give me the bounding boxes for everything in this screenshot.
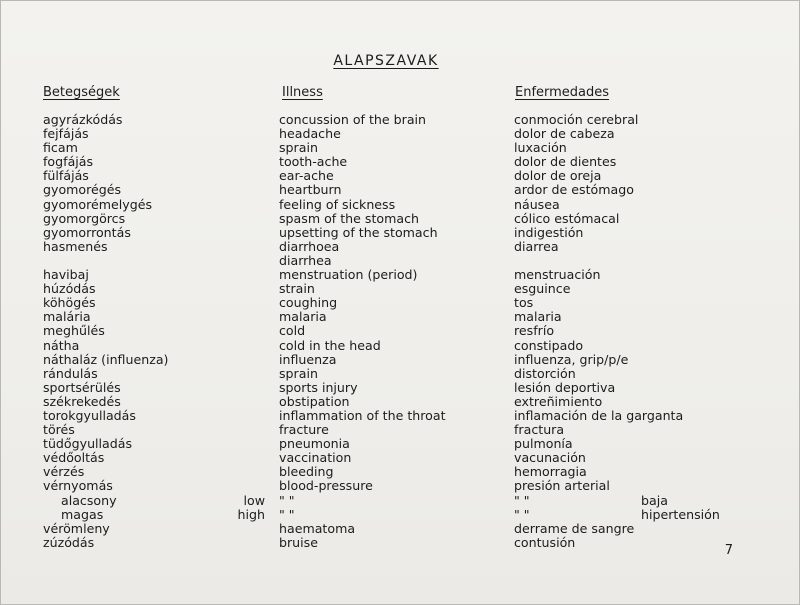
english-term: inflammation of the throat bbox=[279, 407, 446, 423]
column-header-hungarian: Betegségek bbox=[43, 85, 120, 100]
spanish-term: pulmonía bbox=[514, 436, 573, 452]
column-header-spanish: Enfermedades bbox=[515, 85, 610, 100]
vocabulary-list bbox=[1, 113, 800, 550]
hungarian-term: vérzés bbox=[43, 464, 85, 480]
english-term: " " bbox=[279, 506, 295, 522]
vocabulary-row bbox=[1, 226, 800, 240]
hungarian-term: gyomorégés bbox=[43, 182, 122, 198]
hungarian-term: fejfájás bbox=[43, 126, 89, 142]
spanish-term: extreñimiento bbox=[514, 393, 603, 409]
vocabulary-row bbox=[1, 212, 800, 226]
spanish-qualifier: baja bbox=[641, 492, 668, 508]
hungarian-term: vérömleny bbox=[43, 520, 110, 536]
spanish-term: " " bbox=[514, 506, 530, 522]
hungarian-term: sportsérülés bbox=[43, 379, 121, 395]
spanish-term: dolor de dientes bbox=[514, 154, 617, 170]
vocabulary-row bbox=[1, 522, 800, 536]
spanish-term: esguince bbox=[514, 281, 571, 297]
hungarian-term: fogfájás bbox=[43, 154, 94, 170]
hungarian-term: ficam bbox=[43, 140, 78, 156]
spanish-term: inflamación de la garganta bbox=[514, 407, 684, 423]
spanish-term: indigestión bbox=[514, 224, 584, 240]
spanish-term: conmoción cerebral bbox=[514, 112, 639, 127]
english-term: fracture bbox=[279, 422, 329, 438]
english-term: coughing bbox=[279, 295, 338, 311]
vocabulary-row bbox=[1, 339, 800, 353]
hungarian-term: gyomorgörcs bbox=[43, 210, 126, 226]
spanish-term: hemorragia bbox=[514, 464, 587, 480]
vocabulary-row bbox=[1, 465, 800, 479]
english-qualifier: high bbox=[237, 506, 265, 522]
hungarian-term: malária bbox=[43, 309, 91, 325]
vocabulary-row bbox=[1, 155, 800, 169]
english-term: diarrhea bbox=[279, 252, 332, 268]
vocabulary-row bbox=[1, 395, 800, 409]
page-number: 7 bbox=[724, 543, 733, 558]
spanish-term: derrame de sangre bbox=[514, 520, 635, 536]
hungarian-term: zúzódás bbox=[43, 534, 95, 550]
english-term: cold in the head bbox=[279, 337, 381, 353]
english-term: headache bbox=[279, 126, 341, 142]
spanish-term: menstruación bbox=[514, 267, 601, 283]
vocabulary-row bbox=[1, 479, 800, 493]
hungarian-term: magas bbox=[61, 506, 104, 522]
english-term: concussion of the brain bbox=[279, 112, 427, 127]
hungarian-term: nátha bbox=[43, 337, 80, 353]
spanish-term: dolor de cabeza bbox=[514, 126, 615, 142]
english-term: strain bbox=[279, 281, 315, 297]
spanish-term: distorción bbox=[514, 365, 576, 381]
english-term: tooth-ache bbox=[279, 154, 348, 170]
hungarian-term: agyrázkódás bbox=[43, 112, 123, 127]
hungarian-term: gyomorémelygés bbox=[43, 196, 153, 212]
english-term: menstruation (period) bbox=[279, 267, 418, 283]
spanish-term: " " bbox=[514, 492, 530, 508]
vocabulary-row bbox=[1, 367, 800, 381]
english-term: " " bbox=[279, 492, 295, 508]
english-term: sports injury bbox=[279, 379, 358, 395]
hungarian-term: vérnyomás bbox=[43, 478, 113, 494]
spanish-term: presión arterial bbox=[514, 478, 610, 494]
vocabulary-row bbox=[1, 353, 800, 367]
hungarian-term: törés bbox=[43, 422, 75, 438]
spanish-term: náusea bbox=[514, 196, 560, 212]
spanish-term: constipado bbox=[514, 337, 584, 353]
hungarian-term: tüdőgyulladás bbox=[43, 436, 133, 452]
english-term: malaria bbox=[279, 309, 327, 325]
vocabulary-row bbox=[1, 451, 800, 465]
vocabulary-row bbox=[1, 183, 800, 197]
hungarian-term: húzódás bbox=[43, 281, 96, 297]
english-term: obstipation bbox=[279, 393, 350, 409]
english-term: cold bbox=[279, 323, 306, 339]
hungarian-term: rándulás bbox=[43, 365, 98, 381]
english-term: ear-ache bbox=[279, 168, 334, 184]
vocabulary-row bbox=[1, 268, 800, 282]
vocabulary-row bbox=[1, 169, 800, 183]
spanish-term: ardor de estómago bbox=[514, 182, 634, 198]
spanish-term: luxación bbox=[514, 140, 567, 156]
vocabulary-row bbox=[1, 127, 800, 141]
english-qualifier: low bbox=[243, 492, 265, 508]
vocabulary-row bbox=[1, 381, 800, 395]
vocabulary-row bbox=[1, 282, 800, 296]
vocabulary-row bbox=[1, 240, 800, 254]
spanish-term: diarrea bbox=[514, 238, 559, 254]
hungarian-term: alacsony bbox=[61, 492, 117, 508]
hungarian-term: hasmenés bbox=[43, 238, 108, 254]
spanish-term: fractura bbox=[514, 422, 565, 438]
hungarian-term: havibaj bbox=[43, 267, 89, 283]
hungarian-term: székrekedés bbox=[43, 393, 121, 409]
vocabulary-row bbox=[1, 296, 800, 310]
page-title: ALAPSZAVAK bbox=[333, 53, 439, 69]
english-term: sprain bbox=[279, 365, 318, 381]
vocabulary-row bbox=[1, 198, 800, 212]
vocabulary-row bbox=[1, 254, 800, 268]
english-term: blood-pressure bbox=[279, 478, 373, 494]
english-term: upsetting of the stomach bbox=[279, 224, 438, 240]
english-term: diarrhoea bbox=[279, 238, 340, 254]
spanish-term: resfrío bbox=[514, 323, 555, 339]
english-term: bruise bbox=[279, 534, 318, 550]
spanish-term: tos bbox=[514, 295, 534, 311]
spanish-term: influenza, grip/p/e bbox=[514, 351, 629, 367]
vocabulary-row bbox=[1, 508, 800, 522]
vocabulary-row bbox=[1, 423, 800, 437]
english-term: spasm of the stomach bbox=[279, 210, 420, 226]
english-term: sprain bbox=[279, 140, 318, 156]
english-term: haematoma bbox=[279, 520, 356, 536]
hungarian-term: gyomorrontás bbox=[43, 224, 131, 240]
hungarian-term: torokgyulladás bbox=[43, 407, 136, 423]
spanish-term: cólico estómacal bbox=[514, 210, 620, 226]
spanish-term: lesión deportiva bbox=[514, 379, 616, 395]
vocabulary-row bbox=[1, 324, 800, 338]
vocabulary-row bbox=[1, 141, 800, 155]
hungarian-term: meghűlés bbox=[43, 323, 105, 339]
english-term: bleeding bbox=[279, 464, 334, 480]
english-term: feeling of sickness bbox=[279, 196, 396, 212]
vocabulary-row bbox=[1, 113, 800, 127]
spanish-qualifier: hipertensión bbox=[641, 506, 720, 522]
hungarian-term: fülfájás bbox=[43, 168, 89, 184]
english-term: influenza bbox=[279, 351, 337, 367]
english-term: pneumonia bbox=[279, 436, 350, 452]
spanish-term: vacunación bbox=[514, 450, 586, 466]
spanish-term: contusión bbox=[514, 534, 576, 550]
english-term: vaccination bbox=[279, 450, 352, 466]
spanish-term: malaria bbox=[514, 309, 562, 325]
hungarian-term: védőoltás bbox=[43, 450, 105, 466]
vocabulary-row bbox=[1, 310, 800, 324]
english-term: heartburn bbox=[279, 182, 342, 198]
hungarian-term: náthaláz (influenza) bbox=[43, 351, 169, 367]
vocabulary-row bbox=[1, 494, 800, 508]
column-header-english: Illness bbox=[282, 85, 323, 100]
spanish-term: dolor de oreja bbox=[514, 168, 602, 184]
vocabulary-row bbox=[1, 409, 800, 423]
vocabulary-row bbox=[1, 437, 800, 451]
hungarian-term: köhögés bbox=[43, 295, 96, 311]
vocabulary-row bbox=[1, 536, 800, 550]
